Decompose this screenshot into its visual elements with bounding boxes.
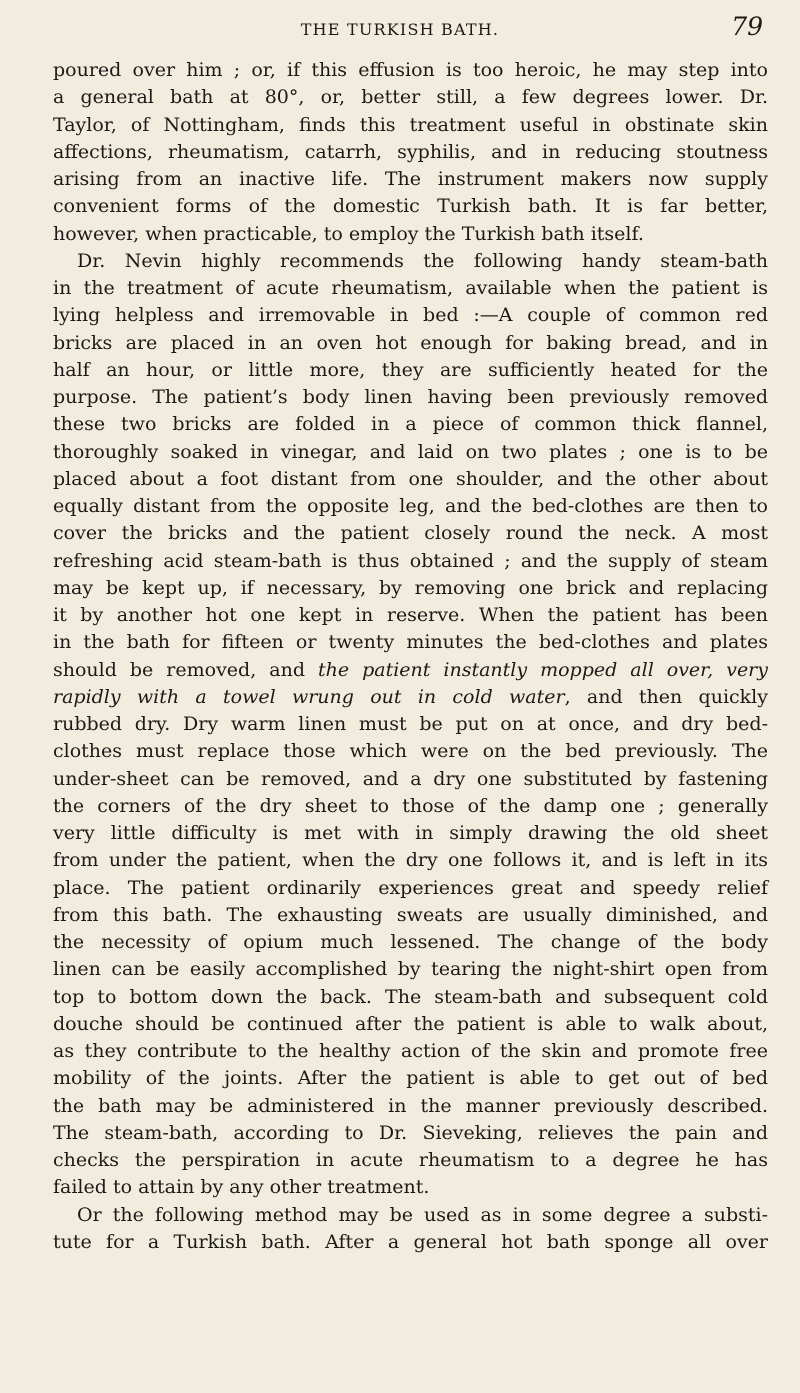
body-text [53, 57, 768, 1256]
italic-text: the patient instantly mopped all over, very [317, 658, 768, 681]
line-text: failed to attain by any other treatment. [53, 1176, 430, 1199]
text-line [53, 902, 768, 929]
text-line [53, 1093, 768, 1120]
line-text: may be kept up, if necessary, by removing one brick and replacing [53, 576, 768, 599]
text-line [53, 57, 768, 84]
line-text: half an hour, or little more, they are sufficiently heated for the [53, 358, 768, 381]
line-text: affections, rheumatism, catarrh, syphilis, and in reducing stoutness [53, 140, 768, 163]
line-text: mobility of the joints. After the patient is able to get out of bed [53, 1067, 768, 1090]
line-text: checks the perspiration in acute rheumatism to a degree he has [53, 1149, 768, 1171]
text-line [53, 820, 768, 847]
line-text: , and then quickly [564, 685, 768, 708]
line-text: douche should be continued after the patient is able to walk about, [53, 1012, 768, 1035]
text-line [53, 1011, 768, 1038]
line-text: the bath may be administered in the manner previously described. [53, 1094, 768, 1117]
line-text: bricks are placed in an oven hot enough for baking bread, and in [53, 331, 768, 354]
text-line [53, 112, 768, 139]
line-text: it by another hot one kept in reserve. When the patient has been [53, 604, 768, 626]
italic-text: rapidly with a towel wrung out in cold water [53, 685, 565, 708]
text-line [53, 1147, 768, 1174]
text-line [53, 738, 768, 765]
line-text: place. The patient ordinarily experiences great and speedy relief [53, 876, 768, 899]
text-line [53, 1065, 768, 1092]
line-text: linen can be easily accomplished by tearing the night-shirt open from [53, 958, 768, 981]
page-number: 79 [731, 12, 763, 41]
line-text: purpose. The patient’s body linen having been previously removed [53, 386, 768, 408]
text-line [53, 793, 768, 820]
line-text: equally distant from the opposite leg, and the bed-clothes are then to [53, 495, 768, 517]
text-line [53, 439, 768, 466]
text-line [53, 493, 768, 520]
text-line [53, 302, 768, 329]
text-line [53, 1038, 768, 1065]
line-text: very little difficulty is met with in simply drawing the old sheet [53, 822, 768, 844]
text-line [53, 684, 768, 711]
line-text: in the treatment of acute rheumatism, available when the patient is [53, 277, 768, 299]
running-title: THE TURKISH BATH. [300, 20, 500, 39]
line-text: Or the following method may be used as in some degree a substi- [77, 1203, 768, 1226]
line-text: thoroughly soaked in vinegar, and laid on two plates ; one is to be [53, 440, 768, 463]
line-text: as they contribute to the healthy action of the skin and promote free [53, 1040, 768, 1062]
text-line [53, 1202, 768, 1229]
text-line [53, 629, 768, 656]
line-text: clothes must replace those which were on the bed previously. The [53, 740, 768, 763]
text-line [53, 84, 768, 111]
line-text: from this bath. The exhausting sweats are usually diminished, and [53, 903, 768, 926]
line-text: from under the patient, when the dry one follows it, and is left in its [53, 849, 768, 872]
line-text: rubbed dry. Dry warm linen must be put on at once, and dry bed- [53, 713, 768, 735]
line-text: placed about a foot distant from one shoulder, and the other about [53, 467, 768, 490]
line-text: Taylor, of Nottingham, finds this treatment useful in obstinate skin [53, 113, 768, 136]
text-line [53, 221, 768, 248]
line-text: the necessity of opium much lessened. The change of the body [53, 931, 768, 953]
text-line [53, 602, 768, 629]
line-text: Dr. Nevin highly recommends the following handy steam-bath [77, 249, 768, 272]
text-line [53, 139, 768, 166]
text-line [53, 166, 768, 193]
line-text: The steam-bath, according to Dr. Sieveking, relieves the pain and [53, 1121, 768, 1144]
line-text: the corners of the dry sheet to those of the damp one ; generally [53, 794, 768, 817]
text-line [53, 1120, 768, 1147]
text-line [53, 766, 768, 793]
text-line [53, 847, 768, 874]
line-text: poured over him ; or, if this effusion is too heroic, he may step into [53, 59, 768, 81]
text-line [53, 1174, 768, 1201]
text-line [53, 711, 768, 738]
text-line [53, 330, 768, 357]
line-text: tute for a Turkish bath. After a general hot bath sponge all over [53, 1230, 768, 1253]
line-text: however, when practicable, to employ the Turkish bath itself. [53, 222, 644, 245]
running-head [0, 12, 800, 46]
line-text: in the bath for fifteen or twenty minutes the bed-clothes and plates [53, 631, 768, 654]
text-line [53, 357, 768, 384]
text-line [53, 929, 768, 956]
line-text: a general bath at 80°, or, better still, a few degrees lower. Dr. [53, 86, 768, 109]
text-line [53, 384, 768, 411]
text-line [53, 411, 768, 438]
line-text: should be removed, and [53, 658, 318, 681]
line-text: refreshing acid steam-bath is thus obtained ; and the supply of steam [53, 549, 768, 572]
line-text: top to bottom down the back. The steam-bath and subsequent cold [53, 985, 768, 1008]
text-line [53, 1229, 768, 1256]
text-line [53, 984, 768, 1011]
text-line [53, 193, 768, 220]
text-line [53, 520, 768, 547]
line-text: convenient forms of the domestic Turkish bath. It is far better, [53, 195, 768, 218]
line-text: cover the bricks and the patient closely round the neck. A most [53, 522, 768, 545]
text-line [53, 875, 768, 902]
line-text: these two bricks are folded in a piece of common thick flannel, [53, 413, 768, 436]
text-line [53, 956, 768, 983]
line-text: arising from an inactive life. The instrument makers now supply [53, 168, 768, 190]
text-line [53, 548, 768, 575]
line-text: lying helpless and irremovable in bed :—A couple of common red [53, 304, 768, 327]
text-line [53, 575, 768, 602]
text-line [53, 466, 768, 493]
text-line [53, 248, 768, 275]
line-text: under-sheet can be removed, and a dry one substituted by fastening [53, 767, 768, 790]
text-line [53, 657, 768, 684]
text-line [53, 275, 768, 302]
